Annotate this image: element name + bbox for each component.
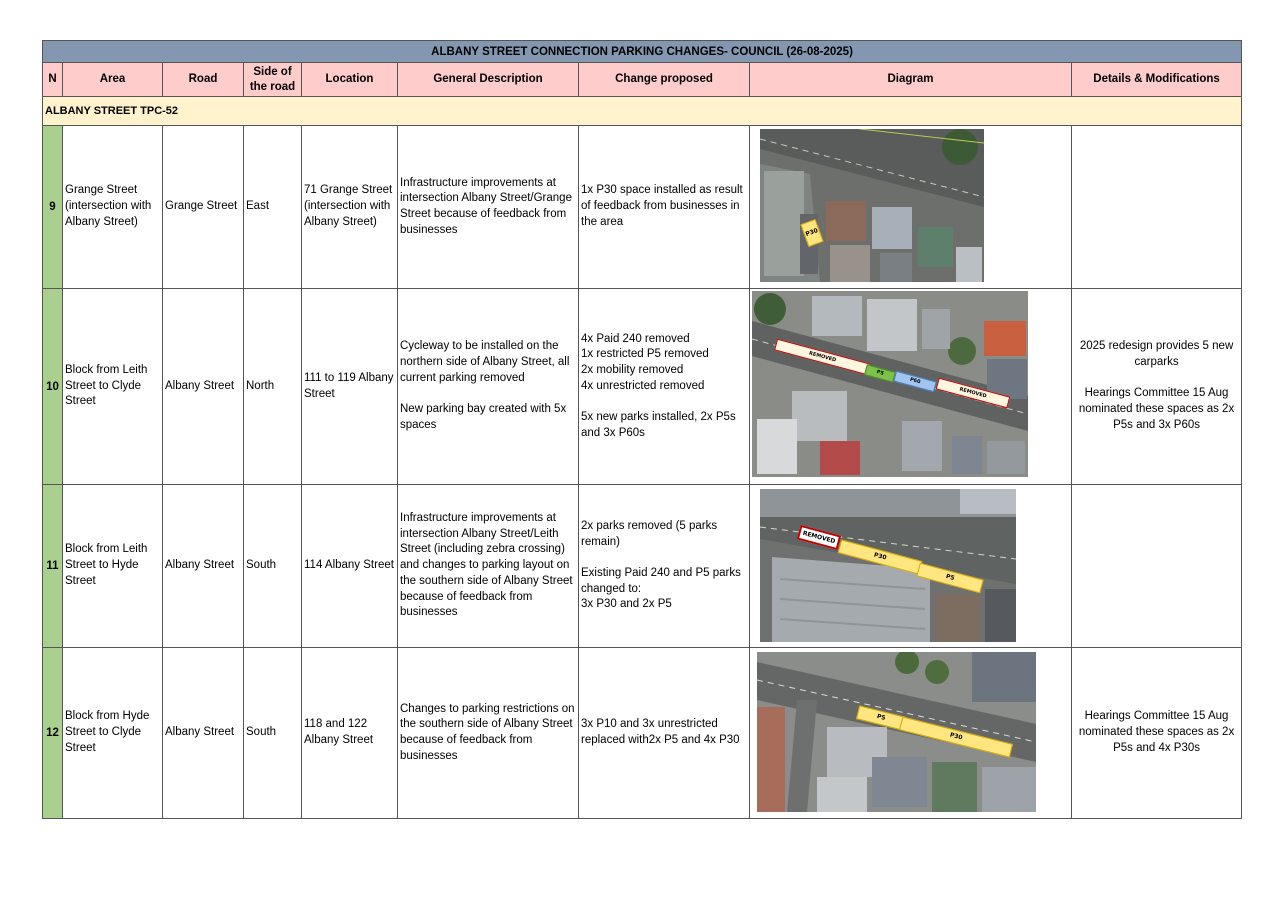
change-line: 2x mobility removed [581,363,684,376]
aerial-diagram-image [760,489,1016,642]
header-change: Change proposed [579,63,750,97]
row-side: East [244,126,302,289]
row-area: Block from Leith Street to Clyde Street [63,289,163,485]
change-line: 5x new parks installed, 2x P5s and 3x P60s [581,411,736,439]
parking-bay-p5: P5 [864,364,896,382]
row-change: 1x P30 space installed as result of feedback from businesses in the area [579,126,750,289]
details-line: Hearings Committee 15 Aug nominated these spaces as 2x P5s and 3x P60s [1078,387,1235,431]
aerial-diagram-image [760,129,984,282]
header-side: Side of the road [244,63,302,97]
change-line: 4x unrestricted removed [581,379,705,392]
section-title: ALBANY STREET TPC-52 [43,97,1242,126]
parking-bay-p5: P5 [916,563,983,594]
row-area: Block from Leith Street to Hyde Street [63,485,163,648]
row-side: South [244,485,302,648]
row-number: 9 [43,126,63,289]
row-description [398,289,579,485]
change-line: 1x restricted P5 removed [581,348,709,361]
description-line: Cycleway to be installed on the northern side of Albany Street, all current parking removed [400,340,570,384]
row-road: Grange Street [163,126,244,289]
change-line: 4x Paid 240 removed [581,332,690,345]
row-area: Grange Street (intersection with Albany Street) [63,126,163,289]
row-road: Albany Street [163,648,244,819]
row-diagram [750,485,1072,648]
header-details: Details & Modifications [1072,63,1242,97]
row-change [579,289,750,485]
parking-bay-p60: P60 [893,371,936,392]
change-line: 2x parks removed (5 parks remain) [581,519,718,548]
change-line: Existing Paid 240 and P5 parks changed to: [581,566,741,595]
description-line: New parking bay created with 5x spaces [400,403,567,431]
row-location: 71 Grange Street (intersection with Albany Street) [302,126,398,289]
aerial-diagram-image [752,291,1028,477]
change-line: 3x P30 and 2x P5 [581,598,672,611]
header-road: Road [163,63,244,97]
sheet-title: ALBANY STREET CONNECTION PARKING CHANGES- COUNCIL (26-08-2025) [43,41,1242,63]
row-location: 118 and 122 Albany Street [302,648,398,819]
table-row [43,648,1242,819]
details-line: 2025 redesign provides 5 new carparks [1079,340,1234,369]
row-diagram [750,648,1072,819]
row-change: 3x P10 and 3x unrestricted replaced with2x P5 and 4x P30 [579,648,750,819]
row-side: North [244,289,302,485]
row-number: 12 [43,648,63,819]
parking-bay-p5: P5 [856,705,906,730]
row-description: Changes to parking restrictions on the southern side of Albany Street because of feedback from businesses [398,648,579,819]
row-details [1072,126,1242,289]
header-location: Location [302,63,398,97]
row-details [1072,289,1242,485]
row-change [579,485,750,648]
table-row [43,126,1242,289]
row-number: 10 [43,289,63,485]
row-road: Albany Street [163,485,244,648]
row-details: Hearings Committee 15 Aug nominated these spaces as 2x P5s and 4x P30s [1072,648,1242,819]
removed-bay: REMOVED [774,339,871,376]
row-diagram [750,126,1072,289]
parking-bay-p30: P30 [838,539,923,574]
row-number: 11 [43,485,63,648]
row-description: Infrastructure improvements at intersection Albany Street/Grange Street because of feedback from businesses [398,126,579,289]
header-area: Area [63,63,163,97]
removed-bay: REMOVED [797,525,841,550]
header-description: General Description [398,63,579,97]
removed-bay: REMOVED [936,378,1011,409]
row-details [1072,485,1242,648]
header-diagram: Diagram [750,63,1072,97]
parking-bay-p30: P30 [899,716,1013,757]
header-n: N [43,63,63,97]
row-side: South [244,648,302,819]
row-location: 114 Albany Street [302,485,398,648]
parking-bay-p30: P30 [800,219,823,247]
parking-changes-table [42,40,1242,819]
row-diagram [750,289,1072,485]
row-road: Albany Street [163,289,244,485]
row-location: 111 to 119 Albany Street [302,289,398,485]
row-description: Infrastructure improvements at intersection Albany Street/Leith Street (including zebra crossing) and changes to parking layout on the southern side of Albany Street because of feedback from businesses [398,485,579,648]
aerial-diagram-image [757,652,1036,812]
table-row [43,485,1242,648]
row-area: Block from Hyde Street to Clyde Street [63,648,163,819]
table-row [43,289,1242,485]
